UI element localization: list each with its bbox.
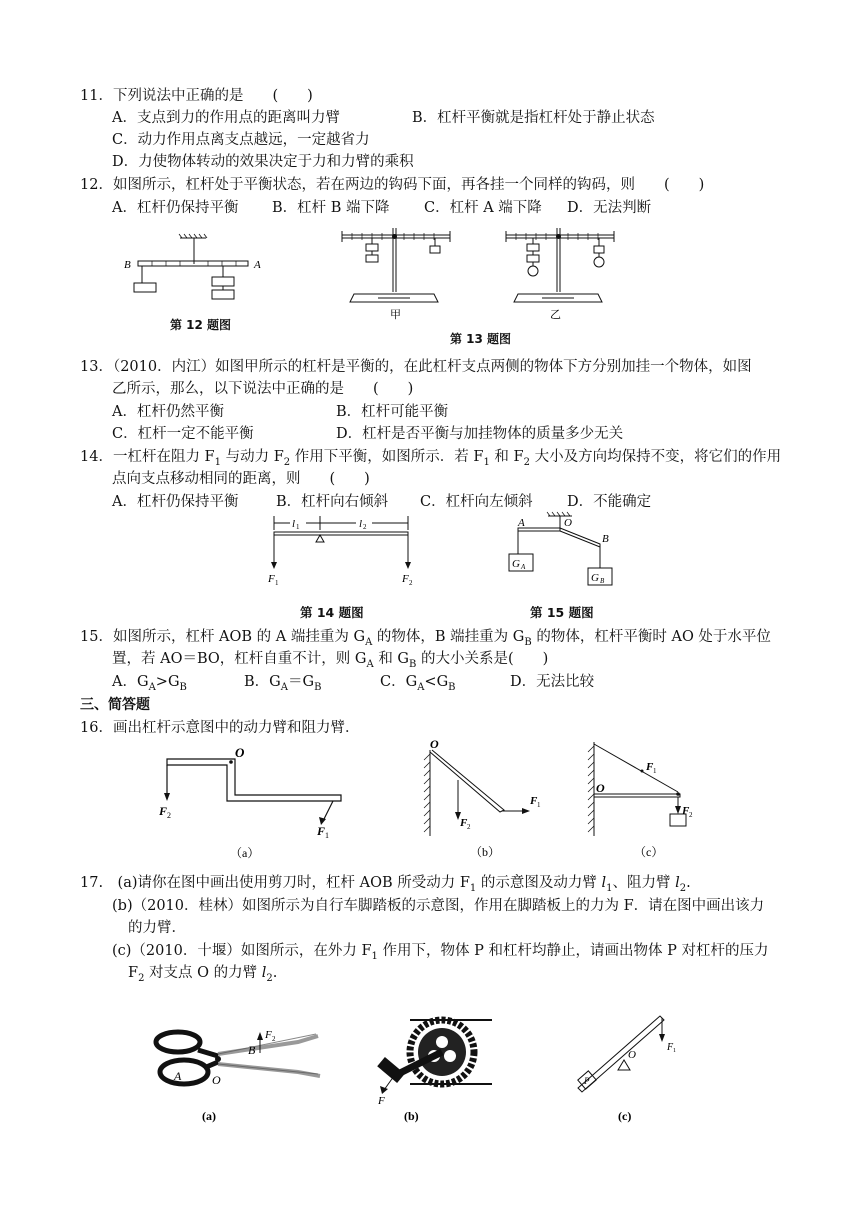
q15-b-text: ＝G [287,674,315,690]
fig17a-f2-sub: 2 [272,1035,276,1043]
q15-sub: A [365,636,373,648]
q15-sub: A [417,681,425,693]
fig12-label-a: A [254,259,261,271]
fig12-caption: 第 12 题图 [170,318,232,332]
q12-option-c: C．杠杆 A 端下降 [424,200,542,216]
q17-l: l [261,965,267,981]
q14-text-3: 作用下平衡，如图所示．若 F [290,449,484,465]
fig14-f2: F [402,573,409,585]
q17-sub: 1 [371,950,378,962]
q14-text-5: 大小及方向均保持不变，将它们的作用 [529,449,782,465]
fig14-f1: F [268,573,275,585]
fig17a-a: A [174,1069,182,1083]
q17-part-a [80,873,691,899]
q11-option-c: C．动力作用点离支点越远，一定越省力 [112,132,370,148]
fig17c-f1-sub: 1 [673,1048,676,1054]
q15-sub: B [448,681,456,693]
fig16c-f2-sub: 2 [689,811,693,819]
q14-option-a: A．杠杆仍保持平衡 [112,494,239,510]
section-heading: 三、简答题 [80,697,150,713]
q13-option-a: A．杠杆仍然平衡 [112,404,224,420]
q15-text-2: 的物体，B 端挂重为 G [372,629,525,645]
q15-option-a [112,672,187,698]
q15-sub: A [280,681,288,693]
fig15-label-o: O [564,517,572,529]
fig16b-f1-sub: 1 [537,801,541,809]
fig16a-f1-sub: 1 [325,831,329,840]
q14-sub: 1 [214,456,221,468]
q17-sub: 2 [138,972,145,984]
q11-stem: 11．下列说法中正确的是 ( ) [80,88,313,104]
fig17b-label: (b) [404,1109,419,1123]
fig16a-o: O [235,745,245,760]
q17-text-9: . [272,965,278,981]
q14-option-d: D．不能确定 [567,494,652,510]
figure-17b-pedal [364,1008,504,1130]
q11-option-d: D．力使物体转动的效果决定于力和力臂的乘积 [112,154,414,170]
q12-option-b: B．杠杆 B 端下降 [272,200,390,216]
q15-option-c [380,672,456,698]
fig14-l1: l [292,518,296,530]
figure-16a [155,745,355,860]
fig17a-o: O [212,1073,221,1087]
q13-option-d: D．杠杆是否平衡与加挂物体的质量多少无关 [336,426,624,442]
q17-part-b-line1: (b)（2010．桂林）如图所示为自行车脚踏板的示意图，作用在脚踏板上的力为 F．请在图中画出该力 [112,898,765,914]
fig13-label-jia: 甲 [390,309,401,321]
q12-option-a: A．杠杆仍保持平衡 [112,200,239,216]
figure-17c-lever [568,1008,708,1130]
fig16b-label: （b） [470,845,501,859]
fig15-label-a: A [518,517,525,529]
figure-13-jia [338,226,458,322]
fig16a-f2-sub: 2 [167,811,171,820]
q13-stem-line2: 乙所示，那么，以下说法中正确的是 ( ) [112,381,414,397]
q15-text-3: 的物体，杠杆平衡时 AO 处于水平位 [531,629,771,645]
fig16c-f2: F [682,805,690,817]
q15-sub: A [148,681,156,693]
q15-sub: A [366,658,374,670]
q17-text-6: 作用下，物体 P 和杠杆均静止，请画出物体 P 对杠杆的压力 [377,943,769,959]
q12-option-d: D．无法判断 [567,200,652,216]
q17-text-8: 对支点 O 的力臂 [144,965,262,981]
fig16b-f2: F [460,817,468,829]
fig15-ga-sub: A [521,563,526,571]
fig16c-o: O [596,781,605,795]
q17-text-1: 17. (a)请你在图中画出使用剪刀时，杠杆 AOB 所受动力 F [80,875,470,891]
fig17a-b: B [248,1043,256,1057]
q15-sub: B [314,681,322,693]
q15-text-1: 15．如图所示，杠杆 AOB 的 A 端挂重为 G [80,629,366,645]
q15-stem-line2 [112,649,548,675]
fig17c-label: (c) [618,1109,632,1123]
fig13-label-yi: 乙 [550,309,561,321]
q16-stem: 16．画出杠杆示意图中的动力臂和阻力臂． [80,720,360,736]
q13-option-c: C．杠杆一定不能平衡 [112,426,254,442]
q12-stem: 12．如图所示，杠杆处于平衡状态，若在两边的钩码下面，再各挂一个同样的钩码，则 ( ) [80,177,705,193]
fig17a-label: (a) [202,1109,216,1123]
q15-c-text: <G [424,674,449,690]
fig16b-o: O [430,738,439,751]
fig15-caption: 第 15 题图 [530,605,594,620]
q14-stem-line2: 点向支点移动相同的距离，则 ( ) [112,471,370,487]
q17-sub: 1 [606,882,613,894]
q15-text-6: 的大小关系是( ) [416,651,549,667]
fig15-gb-sub: B [600,577,605,585]
q15-text-5: 和 G [373,651,410,667]
fig16b-f1: F [530,795,538,807]
q15-c-text: C．G [380,674,418,690]
q17-text-3: 、阻力臂 [612,875,676,891]
fig14-l1-sub: 1 [296,523,300,531]
q17-l: l [601,875,607,891]
q17-text-5: (c)（2010．十堰）如图所示，在外力 F [112,943,372,959]
fig15-label-b: B [602,533,609,545]
fig17c-o: O [628,1049,636,1061]
q15-a-text: A．G [112,674,149,690]
fig14-caption: 第 14 题图 [300,605,364,620]
q17-l: l [675,875,680,891]
q15-b-text: B．G [244,674,281,690]
q15-option-d: D．无法比较 [510,674,595,690]
fig16a-f1: F [317,824,326,838]
q13-option-b: B．杠杆可能平衡 [336,404,449,420]
q14-option-c: C．杠杆向左倾斜 [420,494,533,510]
q14-text-1: 14．一杠杆在阻力 F [80,449,215,465]
q14-sub: 2 [283,456,291,468]
figure-12 [118,230,278,310]
q17-sub: 2 [266,972,273,984]
figure-17a-scissors [148,1020,328,1130]
fig16c-f1: F [646,761,654,773]
figure-14 [264,512,424,592]
fig16a-label: （a） [230,846,260,860]
q15-a-text: >G [155,674,180,690]
q14-sub: 2 [523,456,530,468]
q15-sub: B [524,636,532,648]
q15-option-b [244,672,321,698]
q17-text-7: F [128,965,139,981]
fig15-ga: G [512,558,520,570]
fig17b-f: F [378,1095,385,1107]
fig16a-f2: F [159,804,168,818]
figure-13-yi [502,226,622,322]
q14-text-2: 与动力 F [221,449,284,465]
fig14-l2-sub: 2 [363,523,367,531]
fig17c-p: P [584,1076,590,1086]
q15-sub: B [409,658,417,670]
q17-text-2: 的示意图及动力臂 [476,875,602,891]
q14-sub: 1 [483,456,490,468]
fig17c-f1: F [667,1042,674,1053]
fig16b-f2-sub: 2 [467,823,471,831]
q17-part-b-line2: 的力臂． [128,920,186,936]
q11-option-b: B．杠杆平衡就是指杠杆处于静止状态 [412,110,655,126]
figure-16b [408,738,568,860]
figure-16c [582,738,712,860]
fig14-l2: l [359,518,363,530]
figure-15 [500,510,630,592]
fig16c-f1-sub: 1 [653,767,657,775]
fig12-label-b: B [124,259,131,271]
fig16c-label: （c） [634,845,664,859]
q17-part-c-line2 [128,963,277,989]
q17-text-4: . [686,875,691,891]
fig14-f2-sub: 2 [409,579,413,587]
q13-stem-line1: 13．（2010．内江）如图甲所示的杠杆是平衡的，在此杠杆支点两侧的物体下方分别加挂一个物体，如图 [80,359,752,375]
q17-sub: 1 [469,882,477,894]
fig15-gb: G [591,572,599,584]
q15-sub: B [179,681,187,693]
q15-text-4: 置，若 AO＝BO，杠杆自重不计，则 G [112,651,367,667]
fig17a-f2: F [265,1029,272,1041]
q11-option-a: A．支点到力的作用点的距离叫力臂 [112,110,340,126]
fig13-caption: 第 13 题图 [450,332,512,346]
q14-option-b: B．杠杆向右倾斜 [276,494,389,510]
q14-text-4: 和 F [489,449,524,465]
q17-sub: 2 [679,882,687,894]
fig14-f1-sub: 1 [275,579,279,587]
